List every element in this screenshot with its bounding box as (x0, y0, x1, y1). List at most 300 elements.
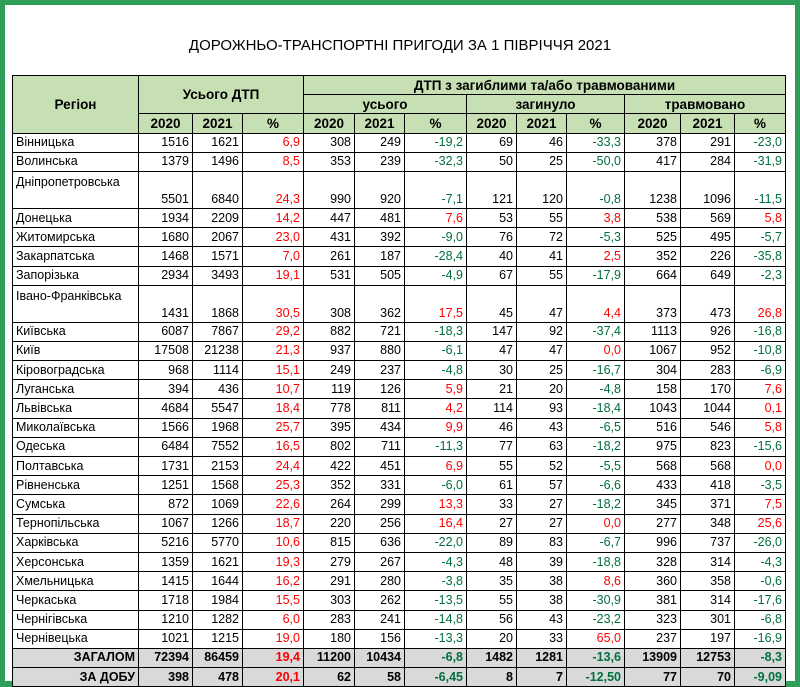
value-cell: 55 (467, 457, 517, 476)
percent-cell: 9,9 (405, 418, 467, 437)
percent-cell: 19,3 (243, 552, 304, 571)
value-cell: 495 (681, 228, 735, 247)
percent-cell: 24,3 (243, 171, 304, 208)
table-row (13, 495, 786, 514)
value-cell: 1266 (193, 514, 243, 533)
table-row (13, 476, 786, 495)
value-cell: 394 (139, 380, 193, 399)
value-cell: 158 (625, 380, 681, 399)
value-cell: 1718 (139, 591, 193, 610)
value-cell: 7867 (193, 322, 243, 341)
table-row (13, 247, 786, 266)
table-row (13, 380, 786, 399)
percent-cell: 16,4 (405, 514, 467, 533)
region-cell: Тернопільська (13, 514, 139, 533)
percent-cell: -18,3 (405, 322, 467, 341)
table-row (13, 437, 786, 456)
value-cell: 505 (355, 266, 405, 285)
table-row (13, 322, 786, 341)
value-cell: 920 (355, 171, 405, 208)
percent-cell: -13,3 (405, 629, 467, 648)
percent-cell: 19,4 (243, 648, 304, 667)
percent-cell: 24,4 (243, 457, 304, 476)
percent-cell: -3,5 (735, 476, 786, 495)
value-cell: 93 (517, 399, 567, 418)
value-cell: 46 (517, 133, 567, 152)
header-year: 2021 (517, 114, 567, 133)
percent-cell: -0,6 (735, 572, 786, 591)
value-cell: 30 (467, 361, 517, 380)
region-cell: Черкаська (13, 591, 139, 610)
percent-cell: -26,0 (735, 533, 786, 552)
percent-cell: 0,0 (567, 514, 625, 533)
table-row (13, 572, 786, 591)
value-cell: 433 (625, 476, 681, 495)
percent-cell: -50,0 (567, 152, 625, 171)
value-cell: 180 (304, 629, 355, 648)
value-cell: 27 (517, 495, 567, 514)
value-cell: 63 (517, 437, 567, 456)
value-cell: 5216 (139, 533, 193, 552)
value-cell: 1114 (193, 361, 243, 380)
value-cell: 1482 (467, 648, 517, 667)
value-cell: 39 (517, 552, 567, 571)
value-cell: 279 (304, 552, 355, 571)
value-cell: 1621 (193, 133, 243, 152)
percent-cell: 22,6 (243, 495, 304, 514)
percent-cell: 13,3 (405, 495, 467, 514)
value-cell: 126 (355, 380, 405, 399)
value-cell: 473 (681, 285, 735, 322)
percent-cell: 15,5 (243, 591, 304, 610)
value-cell: 2209 (193, 208, 243, 227)
region-cell: Харківська (13, 533, 139, 552)
percent-cell: -4,8 (405, 361, 467, 380)
value-cell: 2067 (193, 228, 243, 247)
percent-cell: -16,9 (735, 629, 786, 648)
value-cell: 226 (681, 247, 735, 266)
value-cell: 398 (139, 668, 193, 687)
value-cell: 261 (304, 247, 355, 266)
percent-cell: -17,6 (735, 591, 786, 610)
region-cell: Одеська (13, 437, 139, 456)
table-row (13, 228, 786, 247)
percent-cell: -18,8 (567, 552, 625, 571)
percent-cell: -31,9 (735, 152, 786, 171)
value-cell: 1496 (193, 152, 243, 171)
header-total: Усього ДТП (139, 76, 304, 114)
value-cell: 516 (625, 418, 681, 437)
region-cell: Луганська (13, 380, 139, 399)
percent-cell: 20,1 (243, 668, 304, 687)
value-cell: 187 (355, 247, 405, 266)
table-row (13, 457, 786, 476)
header-killed: загинуло (467, 95, 625, 114)
percent-cell: -13,5 (405, 591, 467, 610)
value-cell: 52 (517, 457, 567, 476)
value-cell: 299 (355, 495, 405, 514)
header-year: 2021 (681, 114, 735, 133)
value-cell: 5501 (139, 171, 193, 208)
value-cell: 239 (355, 152, 405, 171)
value-cell: 256 (355, 514, 405, 533)
value-cell: 1984 (193, 591, 243, 610)
value-cell: 76 (467, 228, 517, 247)
percent-cell: 10,7 (243, 380, 304, 399)
value-cell: 360 (625, 572, 681, 591)
percent-cell: -19,2 (405, 133, 467, 152)
accidents-table (12, 75, 786, 687)
value-cell: 47 (517, 285, 567, 322)
value-cell: 69 (467, 133, 517, 152)
value-cell: 27 (517, 514, 567, 533)
value-cell: 373 (625, 285, 681, 322)
header-percent: % (735, 114, 786, 133)
value-cell: 531 (304, 266, 355, 285)
value-cell: 815 (304, 533, 355, 552)
percent-cell: 30,5 (243, 285, 304, 322)
table-row (13, 171, 786, 208)
value-cell: 1566 (139, 418, 193, 437)
percent-cell: -30,9 (567, 591, 625, 610)
value-cell: 1251 (139, 476, 193, 495)
percent-cell: 4,4 (567, 285, 625, 322)
value-cell: 1067 (625, 341, 681, 360)
header-year: 2020 (139, 114, 193, 133)
value-cell: 40 (467, 247, 517, 266)
value-cell: 38 (517, 572, 567, 591)
value-cell: 21238 (193, 341, 243, 360)
percent-cell: 21,3 (243, 341, 304, 360)
value-cell: 568 (625, 457, 681, 476)
value-cell: 478 (193, 668, 243, 687)
table-row (13, 285, 786, 322)
value-cell: 996 (625, 533, 681, 552)
value-cell: 35 (467, 572, 517, 591)
value-cell: 156 (355, 629, 405, 648)
value-cell: 283 (681, 361, 735, 380)
header-year: 2020 (304, 114, 355, 133)
percent-cell: -8,3 (735, 648, 786, 667)
value-cell: 1968 (193, 418, 243, 437)
value-cell: 1468 (139, 247, 193, 266)
value-cell: 249 (355, 133, 405, 152)
value-cell: 121 (467, 171, 517, 208)
region-cell: Житомирська (13, 228, 139, 247)
table-row (13, 591, 786, 610)
value-cell: 62 (304, 668, 355, 687)
percent-cell: -18,4 (567, 399, 625, 418)
value-cell: 880 (355, 341, 405, 360)
value-cell: 802 (304, 437, 355, 456)
percent-cell: 10,6 (243, 533, 304, 552)
value-cell: 1238 (625, 171, 681, 208)
value-cell: 1644 (193, 572, 243, 591)
region-cell: Київська (13, 322, 139, 341)
region-cell: ЗА ДОБУ (13, 668, 139, 687)
header-percent: % (243, 114, 304, 133)
percent-cell: -35,8 (735, 247, 786, 266)
value-cell: 283 (304, 610, 355, 629)
table-row (13, 514, 786, 533)
percent-cell: -14,8 (405, 610, 467, 629)
region-cell: Київ (13, 341, 139, 360)
percent-cell: -16,8 (735, 322, 786, 341)
value-cell: 27 (467, 514, 517, 533)
value-cell: 45 (467, 285, 517, 322)
value-cell: 1379 (139, 152, 193, 171)
percent-cell: -6,45 (405, 668, 467, 687)
value-cell: 120 (517, 171, 567, 208)
value-cell: 262 (355, 591, 405, 610)
percent-cell: -6,1 (405, 341, 467, 360)
value-cell: 7552 (193, 437, 243, 456)
value-cell: 636 (355, 533, 405, 552)
header-victims: ДТП з загиблими та/або травмованими (304, 76, 786, 95)
percent-cell: -4,3 (735, 552, 786, 571)
value-cell: 72 (517, 228, 567, 247)
header-region: Регіон (13, 76, 139, 134)
value-cell: 114 (467, 399, 517, 418)
percent-cell: -9,0 (405, 228, 467, 247)
header-year: 2020 (467, 114, 517, 133)
value-cell: 77 (625, 668, 681, 687)
value-cell: 86459 (193, 648, 243, 667)
value-cell: 417 (625, 152, 681, 171)
value-cell: 43 (517, 418, 567, 437)
value-cell: 664 (625, 266, 681, 285)
table-row (13, 399, 786, 418)
value-cell: 353 (304, 152, 355, 171)
header-injured: травмовано (625, 95, 786, 114)
value-cell: 20 (467, 629, 517, 648)
value-cell: 12753 (681, 648, 735, 667)
value-cell: 352 (304, 476, 355, 495)
value-cell: 314 (681, 552, 735, 571)
percent-cell: 16,2 (243, 572, 304, 591)
value-cell: 1516 (139, 133, 193, 152)
value-cell: 778 (304, 399, 355, 418)
value-cell: 67 (467, 266, 517, 285)
value-cell: 569 (681, 208, 735, 227)
percent-cell: 25,6 (735, 514, 786, 533)
percent-cell: 5,9 (405, 380, 467, 399)
percent-cell: -18,2 (567, 495, 625, 514)
percent-cell: 16,5 (243, 437, 304, 456)
table-row (13, 629, 786, 648)
value-cell: 345 (625, 495, 681, 514)
region-cell: Сумська (13, 495, 139, 514)
value-cell: 1680 (139, 228, 193, 247)
percent-cell: 0,0 (735, 457, 786, 476)
value-cell: 1868 (193, 285, 243, 322)
value-cell: 882 (304, 322, 355, 341)
value-cell: 381 (625, 591, 681, 610)
percent-cell: -23,0 (735, 133, 786, 152)
region-cell: Чернігівська (13, 610, 139, 629)
value-cell: 13909 (625, 648, 681, 667)
value-cell: 308 (304, 133, 355, 152)
value-cell: 303 (304, 591, 355, 610)
table-row (13, 266, 786, 285)
value-cell: 197 (681, 629, 735, 648)
value-cell: 378 (625, 133, 681, 152)
region-cell: Івано-Франківська (13, 285, 139, 322)
value-cell: 291 (304, 572, 355, 591)
value-cell: 83 (517, 533, 567, 552)
value-cell: 308 (304, 285, 355, 322)
percent-cell: -2,3 (735, 266, 786, 285)
value-cell: 2153 (193, 457, 243, 476)
percent-cell: -16,7 (567, 361, 625, 380)
region-cell: Закарпатська (13, 247, 139, 266)
percent-cell: 0,1 (735, 399, 786, 418)
value-cell: 7 (517, 668, 567, 687)
value-cell: 952 (681, 341, 735, 360)
value-cell: 1067 (139, 514, 193, 533)
value-cell: 1044 (681, 399, 735, 418)
value-cell: 4684 (139, 399, 193, 418)
region-cell: ЗАГАЛОМ (13, 648, 139, 667)
region-cell: Дніпропетровська (13, 171, 139, 208)
value-cell: 304 (625, 361, 681, 380)
value-cell: 1215 (193, 629, 243, 648)
value-cell: 70 (681, 668, 735, 687)
value-cell: 33 (467, 495, 517, 514)
percent-cell: 7,6 (735, 380, 786, 399)
percent-cell: -5,3 (567, 228, 625, 247)
value-cell: 267 (355, 552, 405, 571)
value-cell: 33 (517, 629, 567, 648)
value-cell: 451 (355, 457, 405, 476)
region-cell: Львівська (13, 399, 139, 418)
value-cell: 291 (681, 133, 735, 152)
region-cell: Вінницька (13, 133, 139, 152)
table-row (13, 648, 786, 667)
table-row (13, 533, 786, 552)
percent-cell: -18,2 (567, 437, 625, 456)
region-cell: Миколаївська (13, 418, 139, 437)
table-row (13, 133, 786, 152)
value-cell: 6840 (193, 171, 243, 208)
report-title: ДОРОЖНЬО-ТРАНСПОРТНІ ПРИГОДИ ЗА 1 ПІВРІЧЧЯ 2021 (188, 37, 612, 54)
percent-cell: -6,5 (567, 418, 625, 437)
value-cell: 38 (517, 591, 567, 610)
header-year: 2021 (193, 114, 243, 133)
percent-cell: 4,2 (405, 399, 467, 418)
value-cell: 17508 (139, 341, 193, 360)
value-cell: 1282 (193, 610, 243, 629)
percent-cell: -17,9 (567, 266, 625, 285)
value-cell: 77 (467, 437, 517, 456)
region-cell: Кіровоградська (13, 361, 139, 380)
value-cell: 2934 (139, 266, 193, 285)
value-cell: 280 (355, 572, 405, 591)
value-cell: 10434 (355, 648, 405, 667)
percent-cell: 2,5 (567, 247, 625, 266)
value-cell: 6484 (139, 437, 193, 456)
value-cell: 1113 (625, 322, 681, 341)
percent-cell: -23,2 (567, 610, 625, 629)
value-cell: 47 (467, 341, 517, 360)
percent-cell: -10,8 (735, 341, 786, 360)
value-cell: 323 (625, 610, 681, 629)
table-row (13, 610, 786, 629)
value-cell: 237 (355, 361, 405, 380)
value-cell: 371 (681, 495, 735, 514)
region-cell: Запорізька (13, 266, 139, 285)
value-cell: 11200 (304, 648, 355, 667)
value-cell: 5547 (193, 399, 243, 418)
header-year: 2021 (355, 114, 405, 133)
region-cell: Полтавська (13, 457, 139, 476)
value-cell: 937 (304, 341, 355, 360)
value-cell: 1415 (139, 572, 193, 591)
value-cell: 362 (355, 285, 405, 322)
percent-cell: -4,8 (567, 380, 625, 399)
value-cell: 48 (467, 552, 517, 571)
percent-cell: 6,0 (243, 610, 304, 629)
value-cell: 1043 (625, 399, 681, 418)
value-cell: 119 (304, 380, 355, 399)
percent-cell: -37,4 (567, 322, 625, 341)
region-cell: Волинська (13, 152, 139, 171)
value-cell: 55 (467, 591, 517, 610)
percent-cell: -22,0 (405, 533, 467, 552)
value-cell: 3493 (193, 266, 243, 285)
percent-cell: 25,7 (243, 418, 304, 437)
percent-cell: -11,3 (405, 437, 467, 456)
value-cell: 1431 (139, 285, 193, 322)
value-cell: 418 (681, 476, 735, 495)
percent-cell: -0,8 (567, 171, 625, 208)
percent-cell: 29,2 (243, 322, 304, 341)
percent-cell: -32,3 (405, 152, 467, 171)
percent-cell: 19,0 (243, 629, 304, 648)
percent-cell: 5,8 (735, 208, 786, 227)
percent-cell: -3,8 (405, 572, 467, 591)
value-cell: 331 (355, 476, 405, 495)
percent-cell: 25,3 (243, 476, 304, 495)
value-cell: 89 (467, 533, 517, 552)
table-row (13, 341, 786, 360)
value-cell: 8 (467, 668, 517, 687)
value-cell: 46 (467, 418, 517, 437)
value-cell: 872 (139, 495, 193, 514)
value-cell: 41 (517, 247, 567, 266)
value-cell: 431 (304, 228, 355, 247)
value-cell: 56 (467, 610, 517, 629)
percent-cell: -4,3 (405, 552, 467, 571)
value-cell: 25 (517, 152, 567, 171)
table-body (13, 133, 786, 687)
table-row (13, 208, 786, 227)
percent-cell: -13,6 (567, 648, 625, 667)
percent-cell: 15,1 (243, 361, 304, 380)
table-row (13, 361, 786, 380)
value-cell: 395 (304, 418, 355, 437)
value-cell: 53 (467, 208, 517, 227)
percent-cell: -9,09 (735, 668, 786, 687)
value-cell: 721 (355, 322, 405, 341)
value-cell: 58 (355, 668, 405, 687)
value-cell: 358 (681, 572, 735, 591)
percent-cell: 18,7 (243, 514, 304, 533)
value-cell: 237 (625, 629, 681, 648)
value-cell: 57 (517, 476, 567, 495)
percent-cell: -6,9 (735, 361, 786, 380)
value-cell: 711 (355, 437, 405, 456)
